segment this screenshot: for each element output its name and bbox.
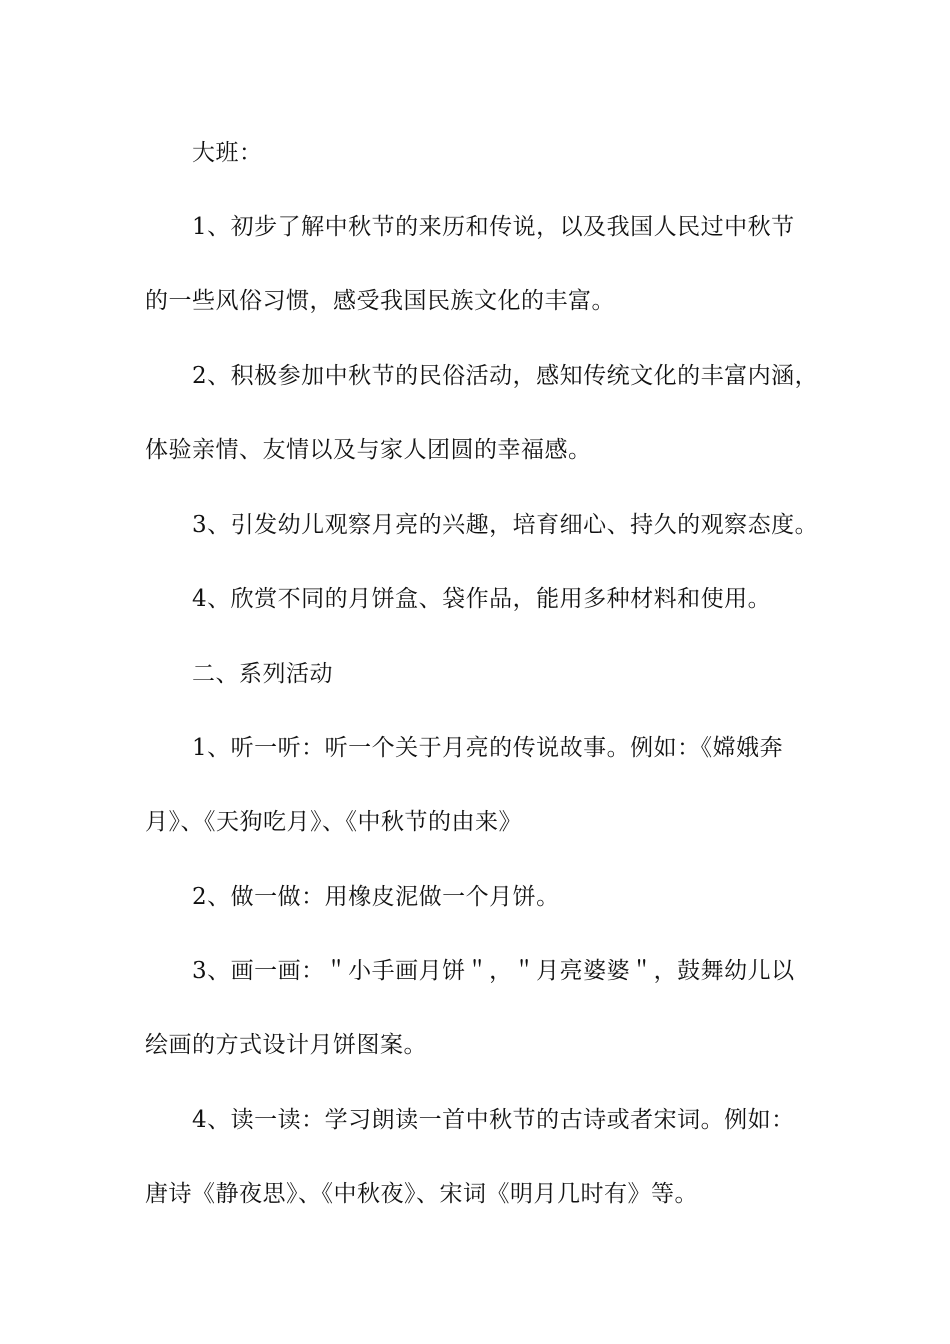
paragraph-line: 2、积极参加中秋节的民俗活动，感知传统文化的丰富内涵， [192, 363, 819, 389]
paragraph-line: 4、读一读：学习朗读一首中秋节的古诗或者宋词。例如： [192, 1107, 795, 1133]
paragraph-line: 绘画的方式设计月饼图案。 [145, 1032, 427, 1058]
paragraph-line: 1、初步了解中秋节的来历和传说，以及我国人民过中秋节 [192, 214, 795, 240]
paragraph-line: 唐诗《静夜思》、《中秋夜》、宋词《明月几时有》等。 [145, 1181, 698, 1207]
paragraph-line: 月》、《天狗吃月》、《中秋节的由来》 [145, 809, 522, 835]
section-heading-activities: 二、系列活动 [192, 661, 333, 687]
paragraph-line: 3、引发幼儿观察月亮的兴趣，培育细心、持久的观察态度。 [192, 512, 819, 538]
paragraph-line: 4、欣赏不同的月饼盒、袋作品，能用多种材料和使用。 [192, 586, 772, 612]
paragraph-line: 3、画一画：＂小手画月饼＂，＂月亮婆婆＂，鼓舞幼儿以 [192, 958, 795, 984]
paragraph-line: 的一些风俗习惯，感受我国民族文化的丰富。 [145, 288, 615, 314]
paragraph-line: 2、做一做：用橡皮泥做一个月饼。 [192, 884, 560, 910]
section-heading-da-ban: 大班： [192, 140, 263, 166]
paragraph-line: 1、听一听：听一个关于月亮的传说故事。例如：《嫦娥奔 [192, 735, 784, 761]
paragraph-line: 体验亲情、友情以及与家人团圆的幸福感。 [145, 437, 592, 463]
